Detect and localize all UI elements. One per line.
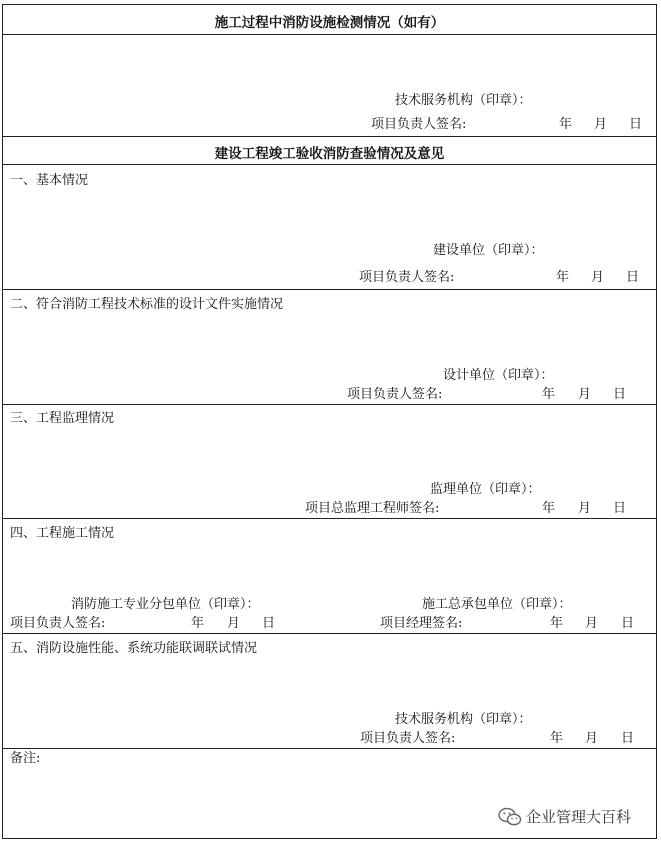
section4-left-sign: 项目负责人签名:	[10, 616, 106, 631]
section0-org: 技术服务机构（印章）：	[395, 93, 532, 108]
section4-left-org: 消防施工专业分包单位（印章）：	[71, 597, 260, 612]
section4-heading: 四、工程施工情况	[10, 526, 115, 541]
section3-month: 月	[578, 501, 592, 516]
section2-org: 设计单位（印章）：	[443, 368, 554, 383]
divider	[3, 164, 656, 165]
section3-sign: 项目总监理工程师签名:	[305, 501, 440, 516]
section0-heading: 施工过程中消防设施检测情况（如有）	[214, 15, 445, 31]
remarks-label: 备注:	[10, 751, 41, 766]
section2-sign: 项目负责人签名:	[347, 387, 443, 402]
section5-heading: 五、消防设施性能、系统功能联调联试情况	[10, 641, 258, 656]
acceptance-form	[2, 4, 657, 839]
section1-org: 建设单位（印章）：	[433, 243, 544, 258]
section3-day: 日	[613, 501, 627, 516]
section3-heading: 三、工程监理情况	[10, 411, 115, 426]
section1-month: 月	[591, 270, 605, 285]
section3-org: 监理单位（印章）：	[430, 482, 541, 497]
section0-year: 年	[559, 117, 573, 132]
section4-left-month: 月	[227, 616, 241, 631]
divider	[3, 748, 656, 749]
divider	[3, 136, 656, 137]
section3-year: 年	[542, 501, 556, 516]
section5-month: 月	[585, 731, 599, 746]
section5-sign: 项目负责人签名:	[360, 731, 456, 746]
form-title: 建设工程竣工验收消防查验情况及意见	[214, 146, 445, 162]
section4-right-month: 月	[585, 616, 599, 631]
section4-right-year: 年	[550, 616, 564, 631]
section2-day: 日	[613, 387, 627, 402]
section4-left-year: 年	[191, 616, 205, 631]
section0-sign: 项目负责人签名:	[371, 117, 467, 132]
section4-right-sign: 项目经理签名:	[380, 616, 463, 631]
section1-day: 日	[626, 270, 640, 285]
section4-right-org: 施工总承包单位（印章）：	[422, 597, 572, 612]
divider	[3, 289, 656, 290]
section1-sign: 项目负责人签名:	[359, 270, 455, 285]
watermark	[498, 806, 631, 827]
section4-right-day: 日	[621, 616, 635, 631]
wechat-icon	[498, 807, 522, 827]
section5-year: 年	[550, 731, 564, 746]
section5-day: 日	[621, 731, 635, 746]
divider	[3, 633, 656, 634]
divider	[3, 518, 656, 519]
section2-heading: 二、符合消防工程技术标准的设计文件实施情况	[10, 297, 284, 312]
section1-year: 年	[556, 270, 570, 285]
divider	[3, 34, 656, 35]
section0-day: 日	[629, 117, 643, 132]
section2-year: 年	[542, 387, 556, 402]
section4-left-day: 日	[262, 616, 276, 631]
section5-org: 技术服务机构（印章）：	[395, 712, 532, 727]
divider	[3, 404, 656, 405]
watermark-text: 企业管理大百科	[526, 808, 632, 826]
section1-heading: 一、基本情况	[10, 173, 89, 188]
section2-month: 月	[578, 387, 592, 402]
section0-month: 月	[594, 117, 608, 132]
